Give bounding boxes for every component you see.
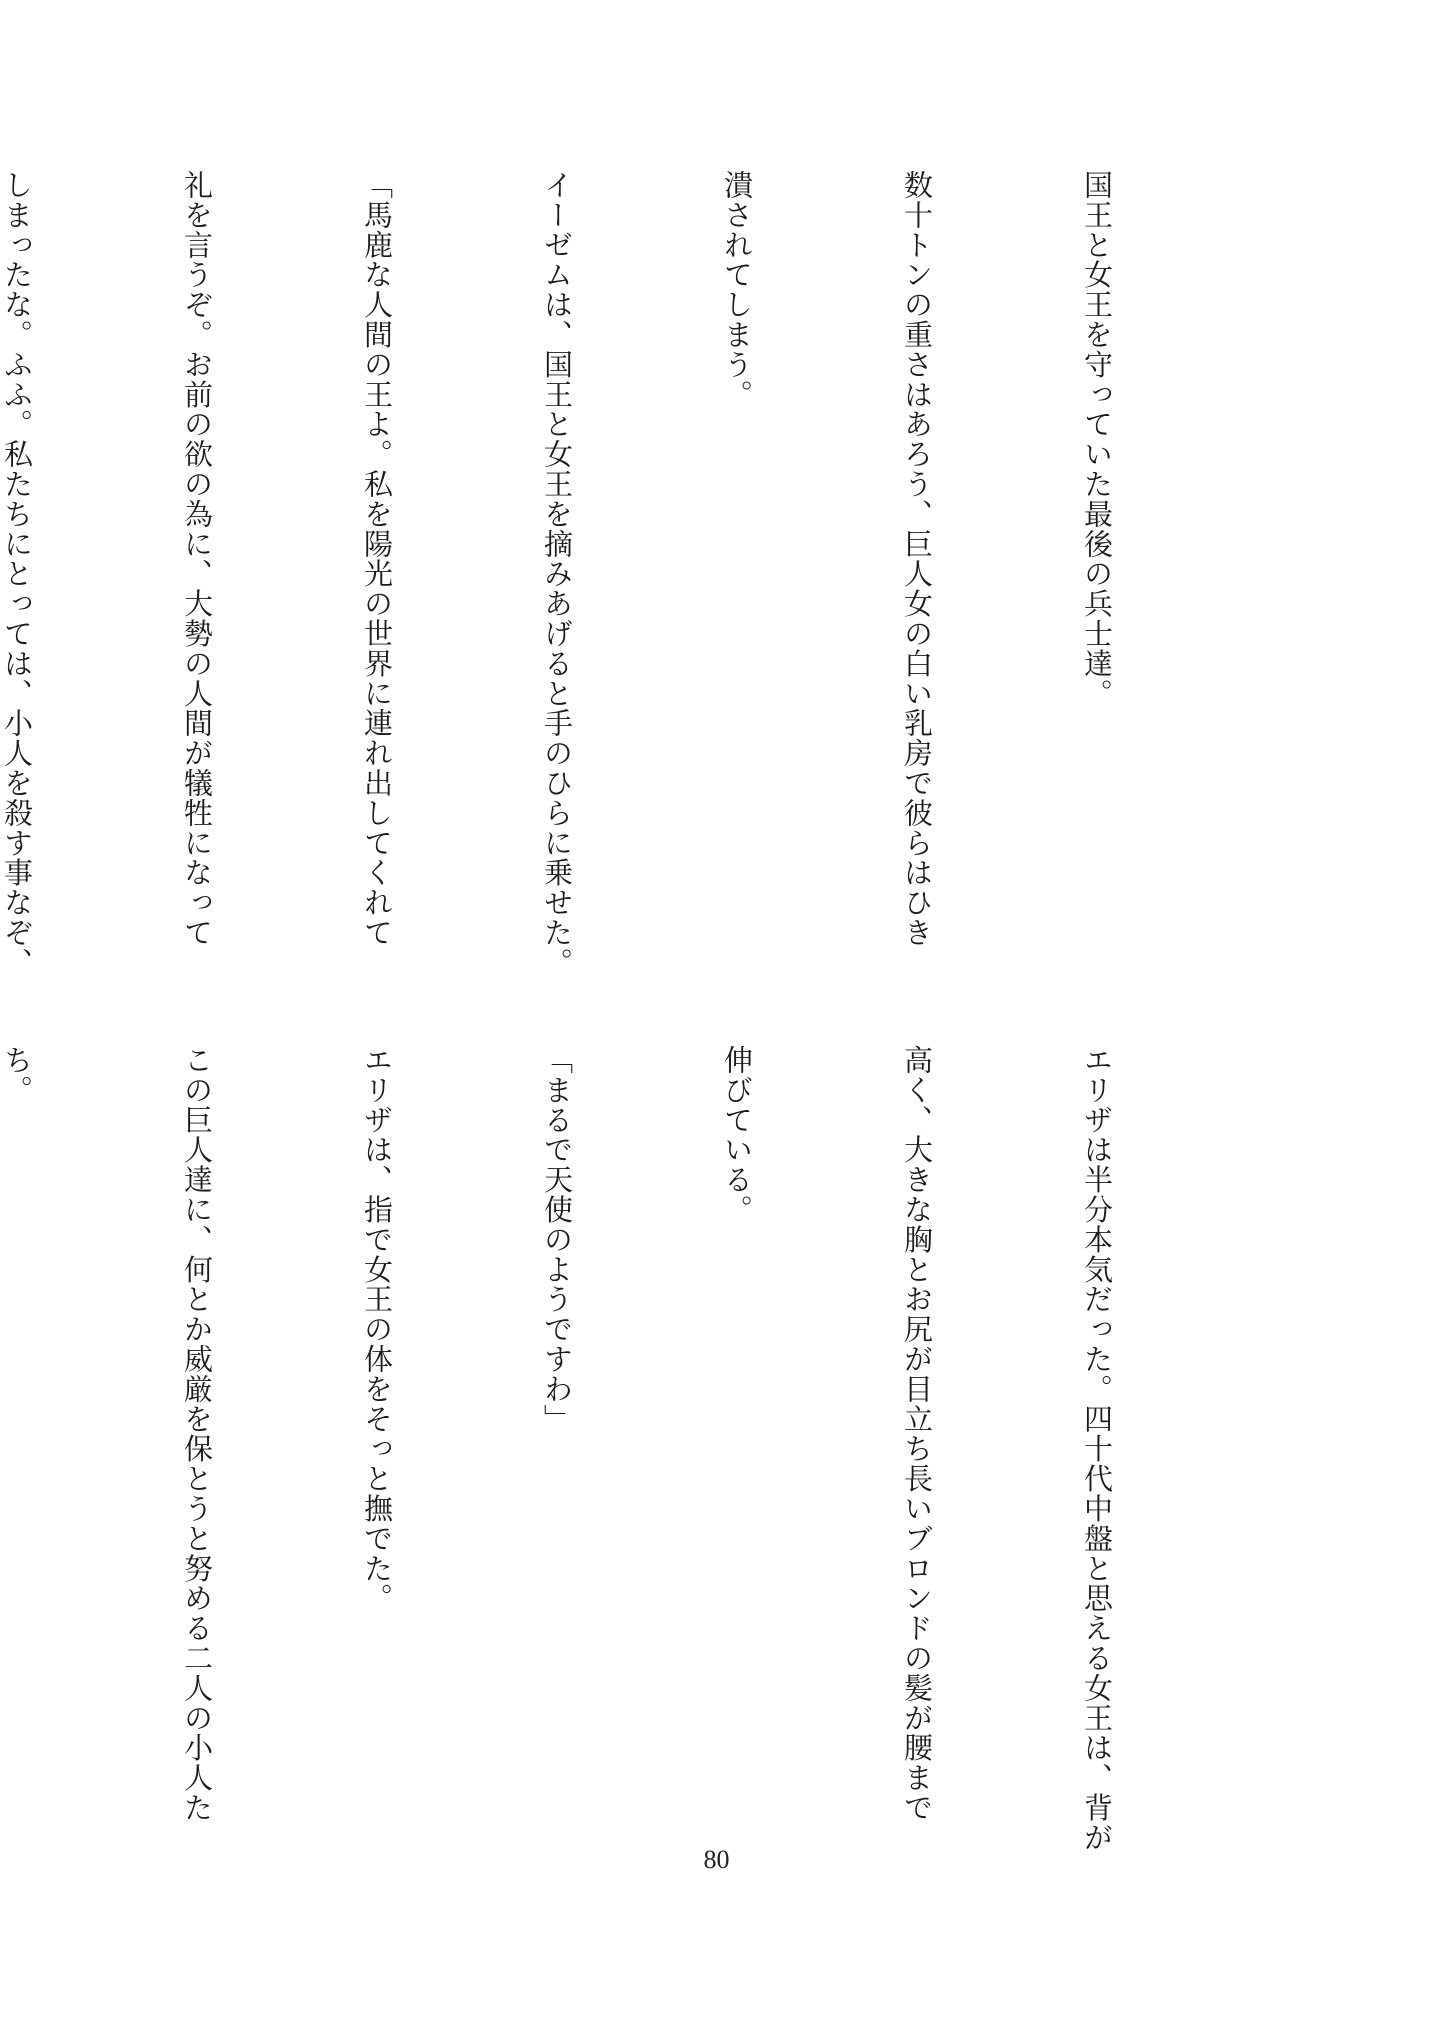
text-block-bottom bbox=[0, 1045, 1247, 1853]
text-line: 数十トンの重さはあろう、巨人女の白い乳房で彼らはひき bbox=[900, 170, 934, 948]
text-block-top bbox=[0, 170, 1247, 995]
text-line: ち。 bbox=[0, 1045, 34, 1105]
text-line: 礼を言うぞ。お前の欲の為に、大勢の人間が犠牲になって bbox=[180, 170, 214, 948]
text-line: 伸びている。 bbox=[720, 1045, 754, 1225]
text-line: この巨人達に、何とか威厳を保とうと努める二人の小人た bbox=[180, 1045, 214, 1823]
text-line: 国王と女王を守っていた最後の兵士達。 bbox=[1080, 170, 1114, 709]
text-line: 「馬鹿な人間の王よ。私を陽光の世界に連れ出してくれて bbox=[360, 170, 394, 948]
text-line: エリザは半分本気だった。四十代中盤と思える女王は、背が bbox=[1080, 1045, 1114, 1853]
text-line: エリザは、指で女王の体をそっと撫でた。 bbox=[360, 1045, 394, 1614]
text-line: 潰されてしまう。 bbox=[720, 170, 754, 410]
text-line: しまったな。ふふ。私たちにとっては、小人を殺す事なぞ、 bbox=[0, 170, 34, 978]
text-line: 高く、大きな胸とお尻が目立ち長いブロンドの髪が腰まで bbox=[900, 1045, 934, 1823]
text-line: イーゼムは、国王と女王を摘みあげると手のひらに乗せた。 bbox=[540, 170, 574, 978]
text-line: 「まるで天使のようですわ」 bbox=[540, 1045, 574, 1434]
page-number: 80 bbox=[703, 1845, 730, 1874]
